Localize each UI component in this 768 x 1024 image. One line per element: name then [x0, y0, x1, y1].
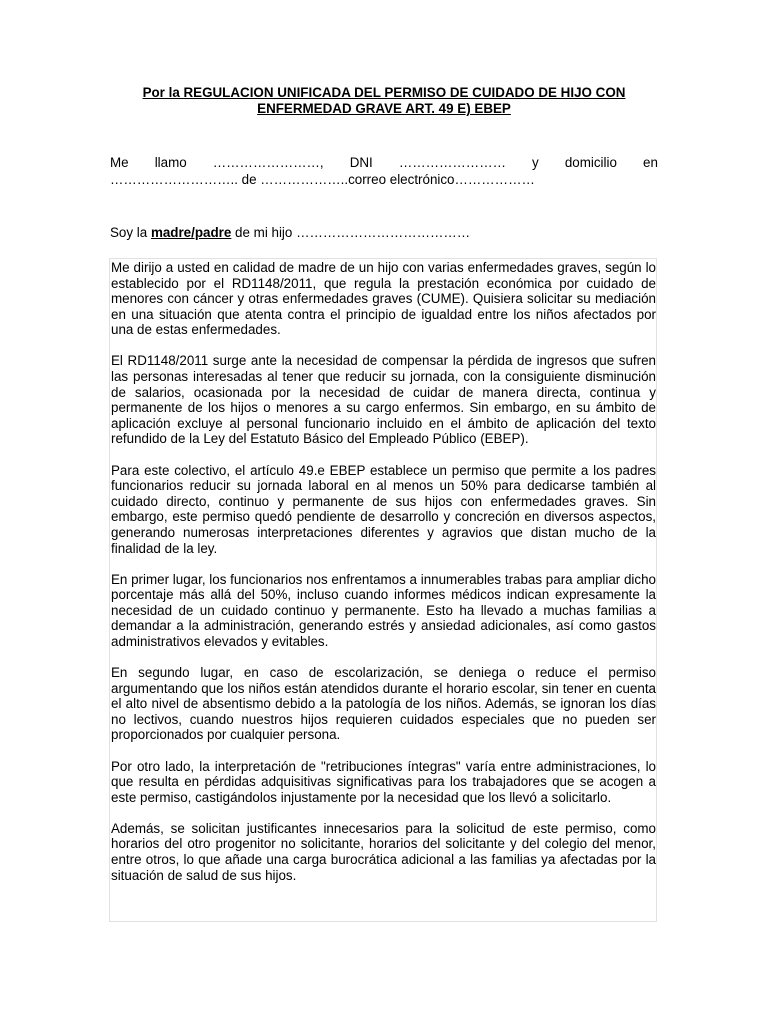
document-title	[110, 85, 658, 117]
body-paragraph: En segundo lugar, en caso de escolarización, se deniega o reduce el permiso argumentando que los niños están atendidos durante el horario escolar, sin tener en cuenta el alto nivel de absentismo debido a la patología de los niños. Además, se ignoran los días no lectivos, cuando nuestros hijos requieren cuidados especiales que no pueden ser proporcionados por cualquier persona.	[111, 665, 656, 743]
intro-word: en	[643, 155, 658, 170]
intro-word: Me	[110, 155, 129, 170]
applicant-intro-line	[110, 154, 658, 171]
dni-blank: ……………………	[398, 155, 506, 170]
intro-word: y	[532, 155, 539, 170]
title-line-1: Por la REGULACION UNIFICADA DEL PERMISO DE CUIDADO DE HIJO CON	[142, 85, 626, 100]
intro-word: DNI	[349, 155, 373, 170]
intro-word: llamo	[154, 155, 187, 170]
body-paragraph: Para este colectivo, el artículo 49.e EBEP establece un permiso que permite a los padres funcionarios reducir su jornada laboral en al menos un 50% para dedicarse también al cuidado directo, continuo y permanente de sus hijos con enfermedades graves. Sin embargo, este permiso quedó pendiente de desarrollo y concreción en diversos aspectos, generando numerosas interpretaciones diferentes y agravios que distan mucho de la finalidad de la ley.	[111, 462, 656, 556]
intro-word: domicilio	[564, 155, 617, 170]
body-paragraph: Me dirijo a usted en calidad de madre de un hijo con varias enfermedades graves, según lo establecido por el RD1148/2011, que regula la prestación económica por cuidado de menores con cáncer y otras enfermedades graves (CUME). Quisiera solicitar su mediación en una situación que atenta contra el principio de igualdad entre los niños afectados por una de estas enfermedades.	[111, 260, 656, 338]
body-paragraph: En primer lugar, los funcionarios nos enfrentamos a innumerables trabas para ampliar dicho porcentaje más allá del 50%, incluso cuando informes médicos indican expresamente la necesidad de un cuidado continuo y permanente. Esto ha llevado a muchas familias a demandar a la administración, generando estrés y ansiedad adicionales, así como gastos administrativos elevados y evitables.	[111, 571, 656, 649]
body-paragraph: Por otro lado, la interpretación de "retribuciones íntegras" varía entre administraciones, lo que resulta en pérdidas adquisitivas significativas para los trabajadores que se acogen a este permiso, castigándolos injustamente por la necesidad que los llevó a solicitarlo.	[111, 758, 656, 805]
body-paragraph: Además, se solicitan justificantes innecesarios para la solicitud de este permiso, como horarios del otro progenitor no solicitante, horarios del solicitante y del colegio del menor, entre otros, lo que añade una carga burocrática adicional a las familias ya afectadas por la situación de salud de sus hijos.	[111, 820, 656, 883]
address-email-line: ……………………….. de ………………..correo electrónico………………	[110, 172, 535, 187]
parent-role: madre/padre	[150, 225, 232, 240]
child-line-prefix: Soy la	[110, 225, 151, 240]
letter-body	[109, 258, 657, 922]
name-blank: ……………………,	[212, 155, 324, 170]
child-line-suffix: de mi hijo …………………………………	[231, 225, 471, 240]
body-paragraph: El RD1148/2011 surge ante la necesidad de compensar la pérdida de ingresos que sufren las personas interesadas al tener que reducir su jornada, con la consiguiente disminución de salarios, ocasionada por la necesidad de cuidar de manera directa, continua y permanente de los hijos o menores a su cargo enfermos. Sin embargo, en su ámbito de aplicación excluye al personal funcionario incluido en el ámbito de aplicación del texto refundido de la Ley del Estatuto Básico del Empleado Público (EBEP).	[111, 353, 656, 447]
parent-child-line	[110, 224, 658, 241]
title-line-2: ENFERMEDAD GRAVE ART. 49 E) EBEP	[257, 101, 511, 116]
